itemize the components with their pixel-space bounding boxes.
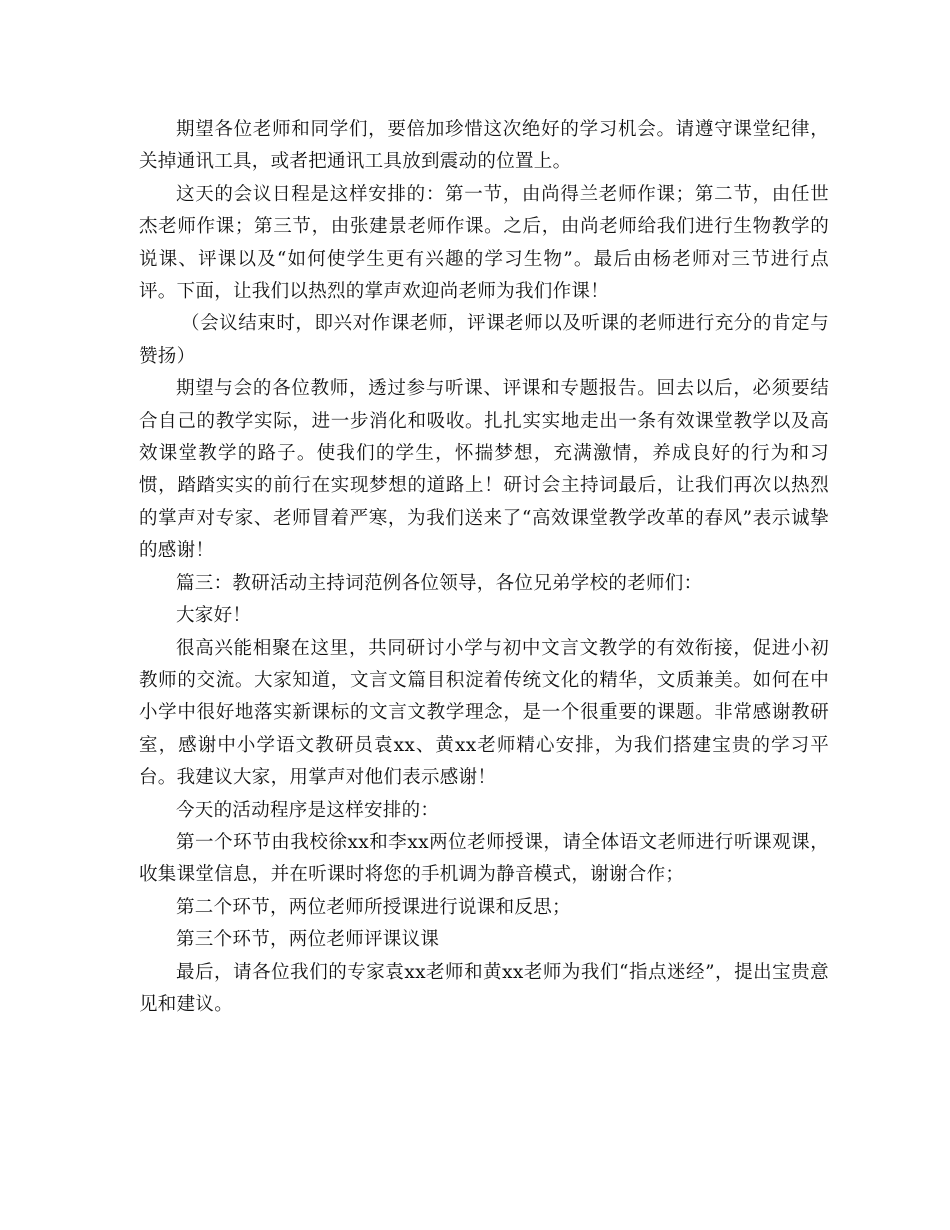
document-body [139,114,829,1021]
paragraph-step-two: 第二个环节，两位老师所授课进行说课和反思； [176,896,571,918]
paragraph-program-intro: 今天的活动程序是这样安排的： [176,799,440,821]
paragraph-step-one: 第一个环节由我校徐xx和李xx两位老师授课，请全体语文老师进行听课观课，收集课堂信息，并在听课时将您的手机调为静音模式，谢谢合作； [139,831,829,886]
paragraph-step-three: 第三个环节，两位老师评课议课 [176,929,440,951]
paragraph-exhortation: 期望各位老师和同学们，要倍加珍惜这次绝好的学习机会。请遵守课堂纪律，关掉通讯工具，或者把通讯工具放到震动的位置上。 [139,119,829,173]
paragraph-final: 最后，请各位我们的专家袁xx老师和黄xx老师为我们“指点迷经”，提出宝贵意见和建议。 [139,961,829,1015]
paragraph-welcome: 很高兴能相聚在这里，共同研讨小学与初中文言文教学的有效衔接，促进小初教师的交流。大家知道，文言文篇目积淀着传统文化的精华，文质兼美。如何在中小学中很好地落实新课标的文言文教学理念，是一个很重要的课题。非常感谢教研室，感谢中小学语文教研员袁xx、黄xx老师精心安排，为我们搭建宝贵的学习平台。我建议大家，用掌声对他们表示感谢！ [139,637,829,789]
paragraph-closing-note: （会议结束时，即兴对作课老师，评课老师以及听课的老师进行充分的肯定与赞扬） [139,313,829,367]
paragraph-section-three-heading: 篇三：教研活动主持词范例各位领导，各位兄弟学校的老师们： [176,572,703,594]
paragraph-expectations: 期望与会的各位教师，透过参与听课、评课和专题报告。回去以后，必须要结合自己的教学实际，进一步消化和吸收。扎扎实实地走出一条有效课堂教学以及高效课堂教学的路子。使我们的学生，怀揣梦想，充满激情，养成良好的行为和习惯，踏踏实实的前行在实现梦想的道路上！研讨会主持词最后，让我们再次以热烈的掌声对专家、老师冒着严寒，为我们送来了“高效课堂教学改革的春风”表示诚挚的感谢！ [139,378,829,562]
paragraph-schedule: 这天的会议日程是这样安排的：第一节，由尚得兰老师作课；第二节，由任世杰老师作课；第三节，由张建景老师作课。之后，由尚老师给我们进行生物教学的说课、评课以及“如何使学生更有兴趣的学习生物”。最后由杨老师对三节进行点评。下面，让我们以热烈的掌声欢迎尚老师为我们作课！ [139,183,829,303]
paragraph-greeting: 大家好！ [176,605,252,627]
